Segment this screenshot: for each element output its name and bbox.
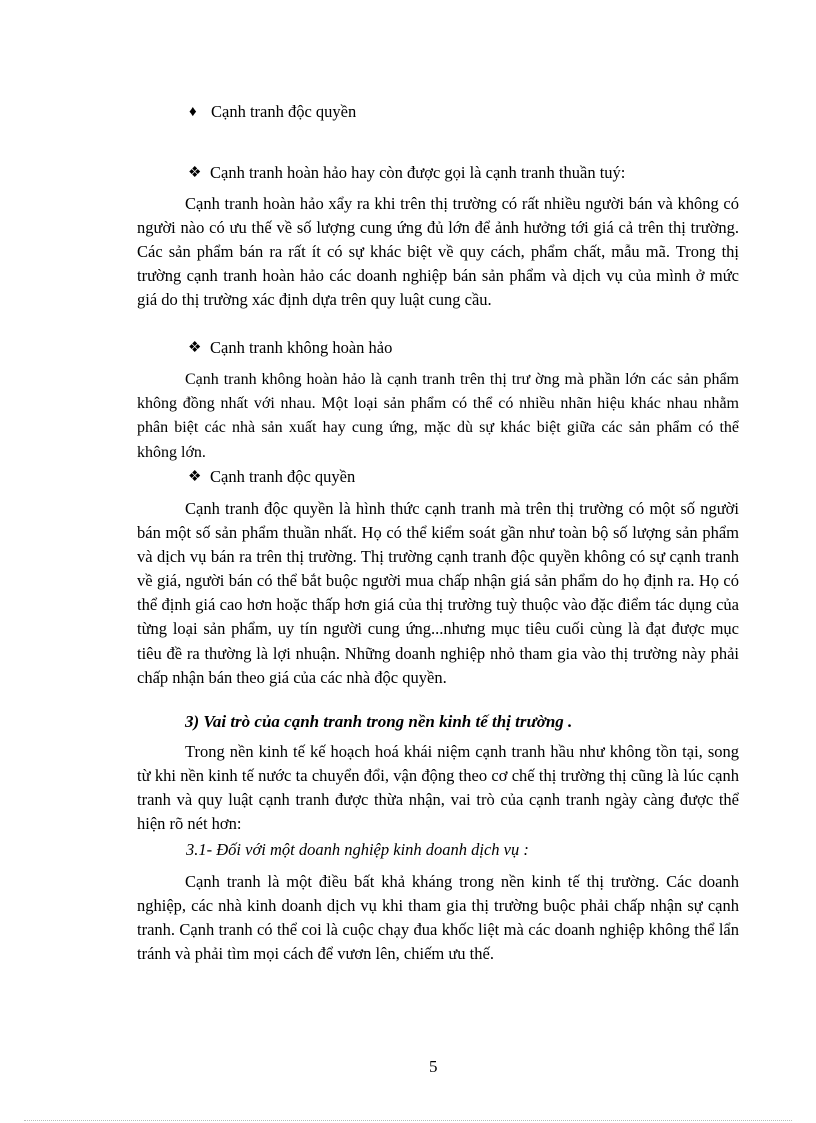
bullet-item bbox=[189, 100, 357, 124]
four-diamond-bullet-icon: ❖ bbox=[188, 165, 202, 181]
paragraph: Cạnh tranh độc quyền là hình thức cạnh tranh mà trên thị trường có một số người bán một số sản phẩm thuần nhất. Họ có thể kiểm soát gần như toàn bộ số lượng sản phẩm và dịch vụ bán ra trên thị trường. Thị trường cạnh tranh độc quyền không có sự cạnh tranh về giá, người bán có thể bắt buộc người mua chấp nhận giá sản phẩm do họ định ra. Họ có thể định giá cao hơn hoặc thấp hơn giá của thị trường tuỳ thuộc vào đặc điểm tác dụng của từng loại sản phẩm, uy tín người cung ứng...nhưng mục tiêu cuối cùng là đạt được mục tiêu đề ra thường là lợi nhuận. Những doanh nghiệp nhỏ tham gia vào thị trường này phải chấp nhận bán theo giá của các nhà độc quyền. bbox=[137, 499, 739, 687]
section-heading: 3) Vai trò của cạnh tranh trong nền kinh tế thị trường . bbox=[185, 712, 573, 731]
bullet-item bbox=[188, 161, 626, 185]
paragraph: Cạnh tranh là một điều bất khả kháng trong nền kinh tế thị trường. Các doanh nghiệp, các nhà kinh doanh dịch vụ khi tham gia thị trường buộc phải chấp nhận sự cạnh tranh. Cạnh tranh có thể coi là cuộc chạy đua khốc liệt mà các doanh nghiệp không thể lẩn tránh và phải tìm mọi cách để vươn lên, chiếm ưu thế. bbox=[137, 872, 739, 964]
paragraph: Cạnh tranh hoàn hảo xẩy ra khi trên thị trường có rất nhiều người bán và không có người nào có ưu thế về số lượng cung ứng đủ lớn để ảnh hưởng tới giá cả trên thị trường. Các sản phẩm bán ra rất ít có sự khác biệt về quy cách, phẩm chất, mẫu mã. Trong thị trường cạnh tranh hoàn hảo các doanh nghiệp bán sản phẩm và dịch vụ của mình ở mức giá do thị trường xác định dựa trên quy luật cung cầu. bbox=[137, 194, 739, 310]
paragraph: Trong nền kinh tế kế hoạch hoá khái niệm cạnh tranh hầu như không tồn tại, song từ khi nền kinh tế nước ta chuyển đổi, vận động theo cơ chế thị trường thị cũng là lúc cạnh tranh và quy luật cạnh tranh được thừa nhận, vai trò của cạnh tranh ngày càng được thể hiện rõ nét hơn: bbox=[137, 742, 739, 834]
four-diamond-bullet-icon: ❖ bbox=[188, 469, 202, 485]
four-diamond-bullet-icon: ❖ bbox=[188, 340, 202, 356]
bullet-text: Cạnh tranh hoàn hảo hay còn được gọi là cạnh tranh thuần tuý: bbox=[210, 163, 626, 182]
paragraph: Cạnh tranh không hoàn hảo là cạnh tranh trên thị trư ờng mà phần lớn các sản phẩm không đồng nhất với nhau. Một loại sản phẩm có thể có nhiều nhãn hiệu khác nhau nhằm phân biệt các nhà sản xuất hay cung ứng, mặc dù sự khác biệt giữa các sản phẩm có thể không lớn. bbox=[137, 371, 739, 461]
page-divider bbox=[24, 1120, 792, 1121]
bullet-text: Cạnh tranh không hoàn hảo bbox=[210, 338, 393, 357]
bullet-item bbox=[188, 336, 393, 360]
subsection-heading: 3.1- Đối với một doanh nghiệp kinh doanh dịch vụ : bbox=[186, 840, 529, 859]
bullet-text: Cạnh tranh độc quyền bbox=[211, 102, 357, 121]
page-number: 5 bbox=[429, 1057, 438, 1076]
bullet-item bbox=[188, 465, 356, 489]
diamond-bullet-icon: ♦ bbox=[189, 104, 197, 120]
bullet-text: Cạnh tranh độc quyền bbox=[210, 467, 356, 486]
